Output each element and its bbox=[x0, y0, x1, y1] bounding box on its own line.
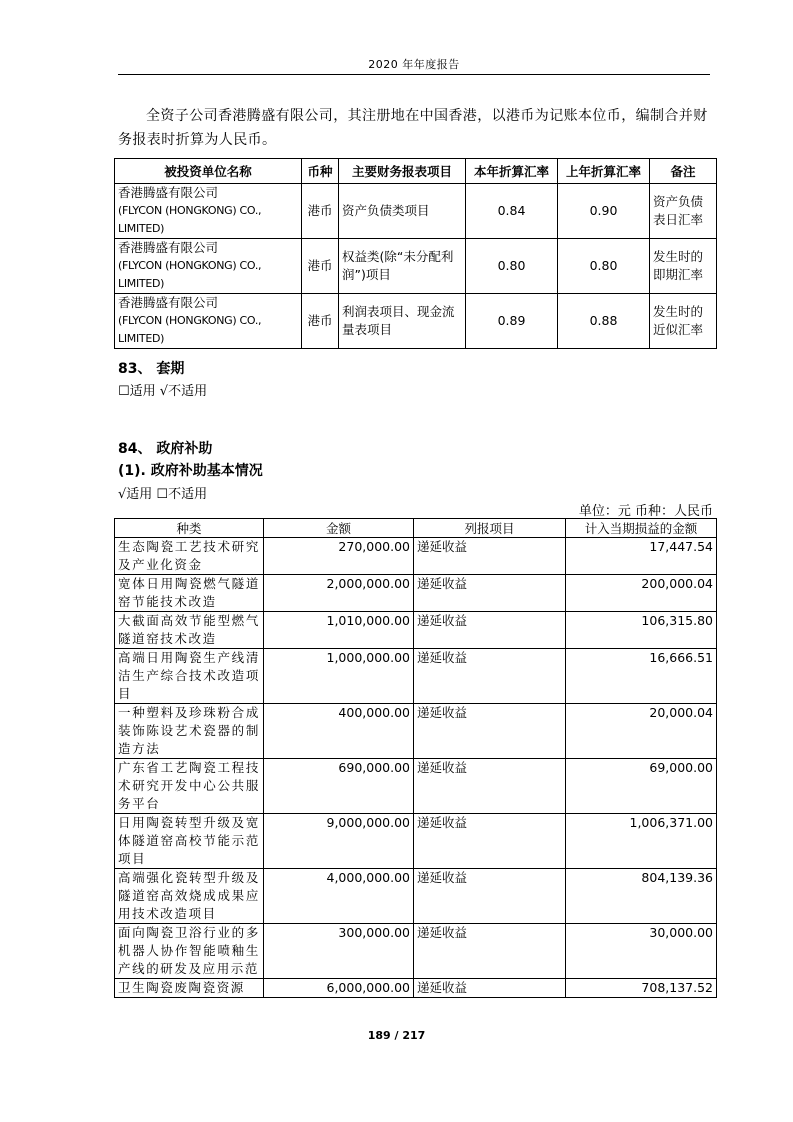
section-84-title: 84、 政府补助 bbox=[118, 441, 213, 457]
page-number: 189 / 217 bbox=[367, 1029, 426, 1042]
grant-current-amount-cell: 16,666.51 bbox=[566, 649, 717, 704]
unit-currency-label: 单位：元 币种：人民币 bbox=[578, 504, 713, 519]
grant-report-item-cell: 递延收益 bbox=[414, 924, 566, 979]
grant-current-amount-cell: 1,006,371.00 bbox=[566, 814, 717, 869]
col-header-currency: 币种 bbox=[302, 159, 339, 184]
grant-table-row bbox=[115, 649, 717, 704]
grant-report-item-cell: 递延收益 bbox=[414, 979, 566, 998]
grant-kind-cell: 高端强化瓷转型升级及隧道窑高效烧成成果应用技术改造项目 bbox=[115, 869, 264, 924]
grant-report-item-cell: 递延收益 bbox=[414, 869, 566, 924]
grant-amount-cell: 270,000.00 bbox=[264, 538, 414, 575]
current-rate-cell: 0.80 bbox=[466, 239, 558, 294]
note-cell: 发生时的近似汇率 bbox=[650, 294, 717, 349]
note-cell: 发生时的即期汇率 bbox=[650, 239, 717, 294]
grant-report-item-cell: 递延收益 bbox=[414, 814, 566, 869]
grant-current-amount-cell: 804,139.36 bbox=[566, 869, 717, 924]
grant-report-item-cell: 递延收益 bbox=[414, 612, 566, 649]
exchange-table-row bbox=[115, 294, 717, 349]
grant-report-item-cell: 递延收益 bbox=[414, 759, 566, 814]
grant-current-amount-cell: 30,000.00 bbox=[566, 924, 717, 979]
col-header-amount: 金额 bbox=[264, 519, 414, 538]
current-rate-cell: 0.84 bbox=[466, 184, 558, 239]
investee-name-cell bbox=[115, 239, 302, 294]
grant-current-amount-cell: 17,447.54 bbox=[566, 538, 717, 575]
grant-table-row bbox=[115, 924, 717, 979]
grant-report-item-cell: 递延收益 bbox=[414, 538, 566, 575]
grant-amount-cell: 1,010,000.00 bbox=[264, 612, 414, 649]
investee-name-cn: 香港腾盛有限公司 bbox=[118, 185, 219, 200]
section-83-title: 83、 套期 bbox=[118, 361, 185, 377]
col-header-statement-item: 主要财务报表项目 bbox=[339, 159, 466, 184]
grant-table-row bbox=[115, 759, 717, 814]
grant-table-row bbox=[115, 538, 717, 575]
col-header-kind: 种类 bbox=[115, 519, 264, 538]
currency-cell: 港币 bbox=[302, 184, 339, 239]
investee-name-cell bbox=[115, 184, 302, 239]
grant-current-amount-cell: 200,000.04 bbox=[566, 575, 717, 612]
prior-rate-cell: 0.88 bbox=[558, 294, 650, 349]
grant-current-amount-cell: 69,000.00 bbox=[566, 759, 717, 814]
note-cell: 资产负债表日汇率 bbox=[650, 184, 717, 239]
section-83-options: ☐适用 √不适用 bbox=[118, 384, 208, 399]
prior-rate-cell: 0.90 bbox=[558, 184, 650, 239]
header-rule bbox=[118, 74, 710, 75]
prior-rate-cell: 0.80 bbox=[558, 239, 650, 294]
investee-name-en: (FLYCON (HONGKONG) CO., LIMITED) bbox=[118, 259, 262, 290]
grant-report-item-cell: 递延收益 bbox=[414, 704, 566, 759]
currency-cell: 港币 bbox=[302, 294, 339, 349]
grant-kind-cell: 大截面高效节能型燃气隧道窑技术改造 bbox=[115, 612, 264, 649]
exchange-rate-table bbox=[114, 158, 717, 349]
col-header-report-item: 列报项目 bbox=[414, 519, 566, 538]
grant-current-amount-cell: 106,315.80 bbox=[566, 612, 717, 649]
grant-table-row bbox=[115, 704, 717, 759]
section-84-options: √适用 ☐不适用 bbox=[118, 487, 208, 502]
grant-report-item-cell: 递延收益 bbox=[414, 649, 566, 704]
exchange-table-row bbox=[115, 184, 717, 239]
grant-table-row bbox=[115, 814, 717, 869]
grant-amount-cell: 6,000,000.00 bbox=[264, 979, 414, 998]
statement-item-cell: 资产负债类项目 bbox=[339, 184, 466, 239]
col-header-investee: 被投资单位名称 bbox=[115, 159, 302, 184]
grant-table-row bbox=[115, 575, 717, 612]
statement-item-cell: 利润表项目、现金流量表项目 bbox=[339, 294, 466, 349]
grant-amount-cell: 9,000,000.00 bbox=[264, 814, 414, 869]
section-84-subtitle: (1). 政府补助基本情况 bbox=[118, 463, 263, 479]
investee-name-cn: 香港腾盛有限公司 bbox=[118, 240, 219, 255]
grant-amount-cell: 2,000,000.00 bbox=[264, 575, 414, 612]
investee-name-en: (FLYCON (HONGKONG) CO., LIMITED) bbox=[118, 314, 262, 345]
grant-amount-cell: 1,000,000.00 bbox=[264, 649, 414, 704]
grant-report-item-cell: 递延收益 bbox=[414, 575, 566, 612]
statement-item-cell: 权益类(除“未分配利润”)项目 bbox=[339, 239, 466, 294]
col-header-current-rate: 本年折算汇率 bbox=[466, 159, 558, 184]
grant-amount-cell: 400,000.00 bbox=[264, 704, 414, 759]
government-grant-table bbox=[114, 518, 717, 998]
grant-kind-cell: 高端日用陶瓷生产线清洁生产综合技术改造项目 bbox=[115, 649, 264, 704]
col-header-current-amount: 计入当期损益的金额 bbox=[566, 519, 717, 538]
grant-table-row bbox=[115, 979, 717, 998]
intro-paragraph: 全资子公司香港腾盛有限公司，其注册地在中国香港，以港币为记账本位币，编制合并财务报表时折算为人民币。 bbox=[118, 108, 708, 148]
grant-table-row bbox=[115, 612, 717, 649]
exchange-table-header bbox=[115, 159, 717, 184]
grant-kind-cell: 宽体日用陶瓷燃气隧道窑节能技术改造 bbox=[115, 575, 264, 612]
grant-kind-cell: 日用陶瓷转型升级及宽体隧道窑高校节能示范项目 bbox=[115, 814, 264, 869]
investee-name-en: (FLYCON (HONGKONG) CO., LIMITED) bbox=[118, 204, 262, 235]
grant-kind-cell: 一种塑料及珍珠粉合成装饰陈设艺术瓷器的制造方法 bbox=[115, 704, 264, 759]
grant-table-header bbox=[115, 519, 717, 538]
grant-kind-cell: 面向陶瓷卫浴行业的多机器人协作智能喷釉生产线的研发及应用示范 bbox=[115, 924, 264, 979]
col-header-note: 备注 bbox=[650, 159, 717, 184]
grant-table-row bbox=[115, 869, 717, 924]
investee-name-cn: 香港腾盛有限公司 bbox=[118, 295, 219, 310]
grant-amount-cell: 300,000.00 bbox=[264, 924, 414, 979]
grant-kind-cell: 卫生陶瓷废陶瓷资源 bbox=[115, 979, 264, 998]
exchange-table-row bbox=[115, 239, 717, 294]
col-header-prior-rate: 上年折算汇率 bbox=[558, 159, 650, 184]
report-header: 2020 年年度报告 bbox=[368, 58, 460, 71]
grant-amount-cell: 690,000.00 bbox=[264, 759, 414, 814]
grant-amount-cell: 4,000,000.00 bbox=[264, 869, 414, 924]
currency-cell: 港币 bbox=[302, 239, 339, 294]
grant-current-amount-cell: 20,000.04 bbox=[566, 704, 717, 759]
grant-kind-cell: 广东省工艺陶瓷工程技术研究开发中心公共服务平台 bbox=[115, 759, 264, 814]
grant-kind-cell: 生态陶瓷工艺技术研究及产业化资金 bbox=[115, 538, 264, 575]
current-rate-cell: 0.89 bbox=[466, 294, 558, 349]
grant-current-amount-cell: 708,137.52 bbox=[566, 979, 717, 998]
investee-name-cell bbox=[115, 294, 302, 349]
